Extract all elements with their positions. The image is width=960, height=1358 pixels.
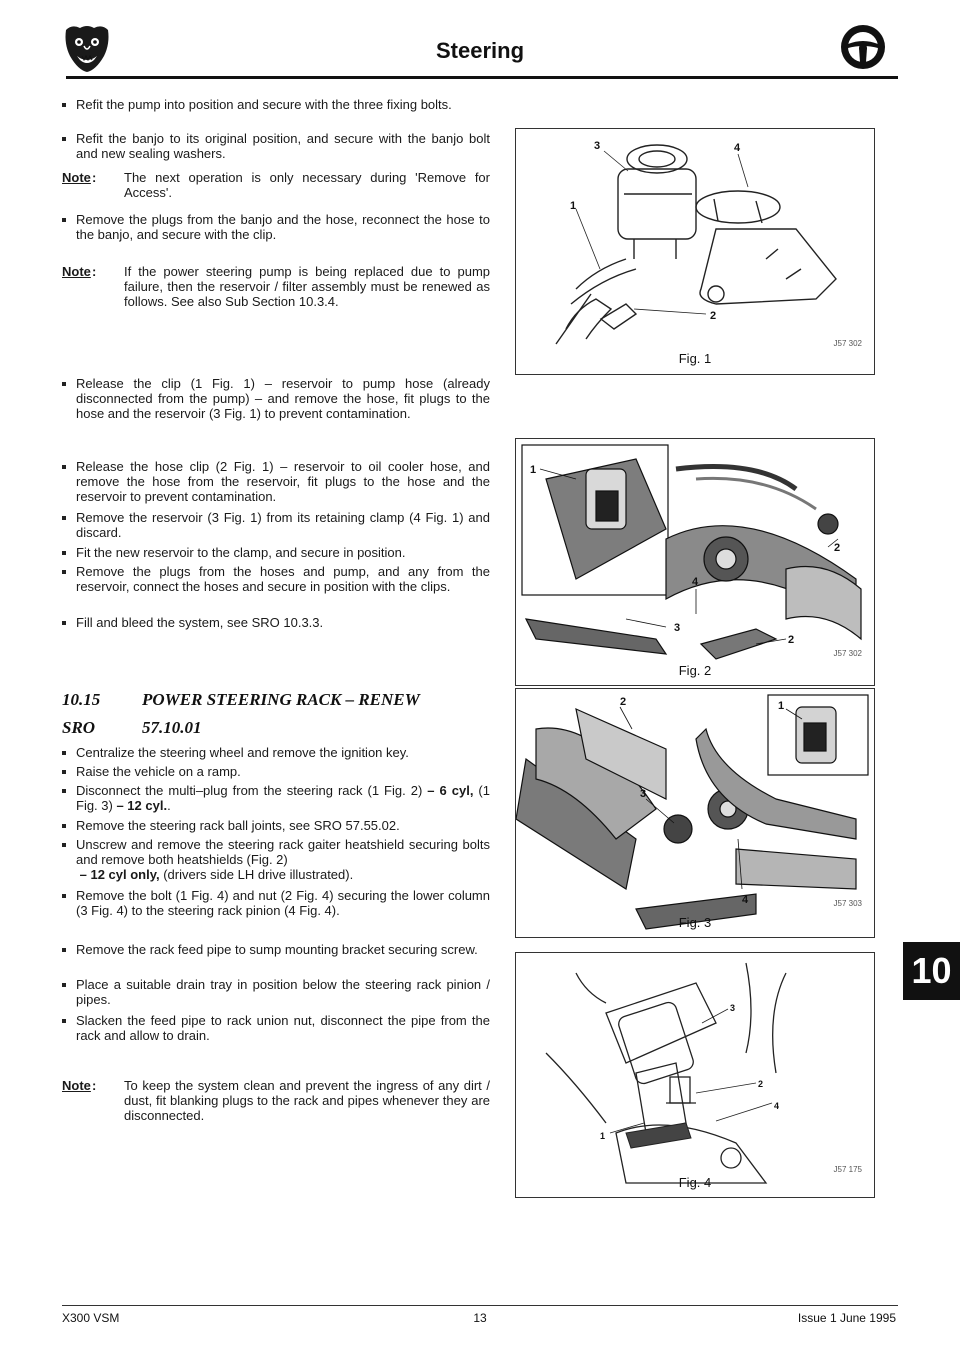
fig4-callout-1: 1 [600, 1131, 606, 1141]
list-item: Refit the banjo to its original position, and secure with the banjo bolt and new sealing washers. [62, 131, 490, 161]
footer-doc-id: X300 VSM [62, 1311, 120, 1325]
list-item: Disconnect the multi–plug from the steering rack (1 Fig. 2) – 6 cyl, (1 Fig. 3) – 12 cyl.. [62, 783, 490, 813]
figure-4-drawing [516, 953, 874, 1197]
footer-issue: Issue 1 June 1995 [797, 1311, 896, 1325]
page-title: Steering [435, 38, 525, 63]
fig1-callout-4: 4 [734, 142, 741, 154]
list-item: Fit the new reservoir to the clamp, and secure in position. [62, 545, 490, 560]
list-item: Remove the plugs from the hoses and pump, and any from the reservoir, connect the hoses and secure in position with the clips. [62, 564, 490, 594]
fig2-callout-3: 3 [674, 622, 681, 634]
steering-wheel-icon [838, 22, 888, 72]
fig2-callout-4: 4 [692, 576, 699, 588]
list-item: Unscrew and remove the steering rack gaiter heatshield securing bolts and remove both heatshields (Fig. 2) – 12 cyl only, (drivers side LH drive illustrated). [62, 837, 490, 883]
figure-code: J57 302 [833, 649, 862, 658]
figure-code: J57 302 [833, 339, 862, 348]
fig2-callout-2b: 2 [788, 634, 795, 646]
fig4-callout-4: 4 [774, 1101, 780, 1111]
list-item: Refit the pump into position and secure with the three fixing bolts. [62, 97, 490, 112]
note: Note : The next operation is only necessary during 'Remove for Access'. [62, 170, 490, 201]
fig3-callout-4: 4 [742, 894, 749, 906]
figure-3-drawing [516, 689, 874, 937]
footer-rule [62, 1305, 898, 1306]
fig2-callout-2: 2 [834, 542, 841, 554]
fig3-callout-2: 2 [620, 696, 627, 708]
fig3-callout-1: 1 [778, 700, 785, 712]
fig1-callout-3: 3 [594, 140, 601, 152]
header-rule [66, 76, 898, 79]
fig4-callout-2: 2 [758, 1079, 764, 1089]
note: Note : To keep the system clean and prevent the ingress of any dirt / dust, fit blanking plugs to the rack and pipes whenever they are disconnected. [62, 1078, 490, 1124]
list-item: Remove the reservoir (3 Fig. 1) from its retaining clamp (4 Fig. 1) and discard. [62, 510, 490, 540]
list-item: Slacken the feed pipe to rack union nut, disconnect the pipe from the rack and allow to drain. [62, 1013, 490, 1043]
list-item: Centralize the steering wheel and remove the ignition key. [62, 745, 490, 760]
figure-1-drawing [516, 129, 874, 374]
section-heading: 10.15 POWER STEERING RACK – RENEW [62, 690, 420, 709]
figure-caption: Fig. 3 [678, 915, 712, 930]
list-item: Remove the steering rack ball joints, see SRO 57.55.02. [62, 818, 490, 833]
figure-caption: Fig. 2 [678, 663, 712, 678]
list-item: Remove the bolt (1 Fig. 4) and nut (2 Fig. 4) securing the lower column (3 Fig. 4) to the steering rack pinion (4 Fig. 4). [62, 888, 490, 918]
list-item: Release the clip (1 Fig. 1) – reservoir to pump hose (already disconnected from the pump) – and remove the hose, fit plugs to the hose and the reservoir (3 Fig. 1) to prevent contamination. [62, 376, 490, 422]
list-item: Remove the plugs from the banjo and the hose, reconnect the hose to the banjo, and secure with the clip. [62, 212, 490, 242]
list-item: Fill and bleed the system, see SRO 10.3.3. [62, 615, 490, 630]
figure-caption: Fig. 1 [678, 351, 712, 366]
fig1-callout-1: 1 [570, 200, 577, 212]
fig1-callout-2: 2 [710, 310, 717, 322]
list-item: Release the hose clip (2 Fig. 1) – reservoir to oil cooler hose, and remove the hose from the reservoir, fit plugs to the hose and the reservoir to prevent contamination. [62, 459, 490, 505]
figure-caption: Fig. 4 [678, 1175, 712, 1190]
list-item: Remove the rack feed pipe to sump mounting bracket securing screw. [62, 942, 490, 957]
section-tab: 10 [903, 942, 960, 1000]
figure-1 [515, 128, 875, 375]
list-item: Place a suitable drain tray in position below the steering rack pinion / pipes. [62, 977, 490, 1007]
figure-4 [515, 952, 875, 1198]
note: Note : If the power steering pump is being replaced due to pump failure, then the reservoir / filter assembly must be renewed as follows. See also Sub Section 10.3.4. [62, 264, 490, 310]
figure-3 [515, 688, 875, 938]
fig3-callout-3: 3 [640, 788, 647, 800]
figure-2 [515, 438, 875, 686]
list-item: Raise the vehicle on a ramp. [62, 764, 490, 779]
fig2-callout-1: 1 [530, 464, 537, 476]
figure-code: J57 175 [833, 1165, 862, 1174]
figure-code: J57 303 [833, 899, 862, 908]
figure-2-drawing [516, 439, 874, 685]
page-number: 13 [473, 1311, 487, 1325]
fig4-callout-3: 3 [730, 1003, 736, 1013]
sro-heading: SRO 57.10.01 [62, 718, 202, 737]
